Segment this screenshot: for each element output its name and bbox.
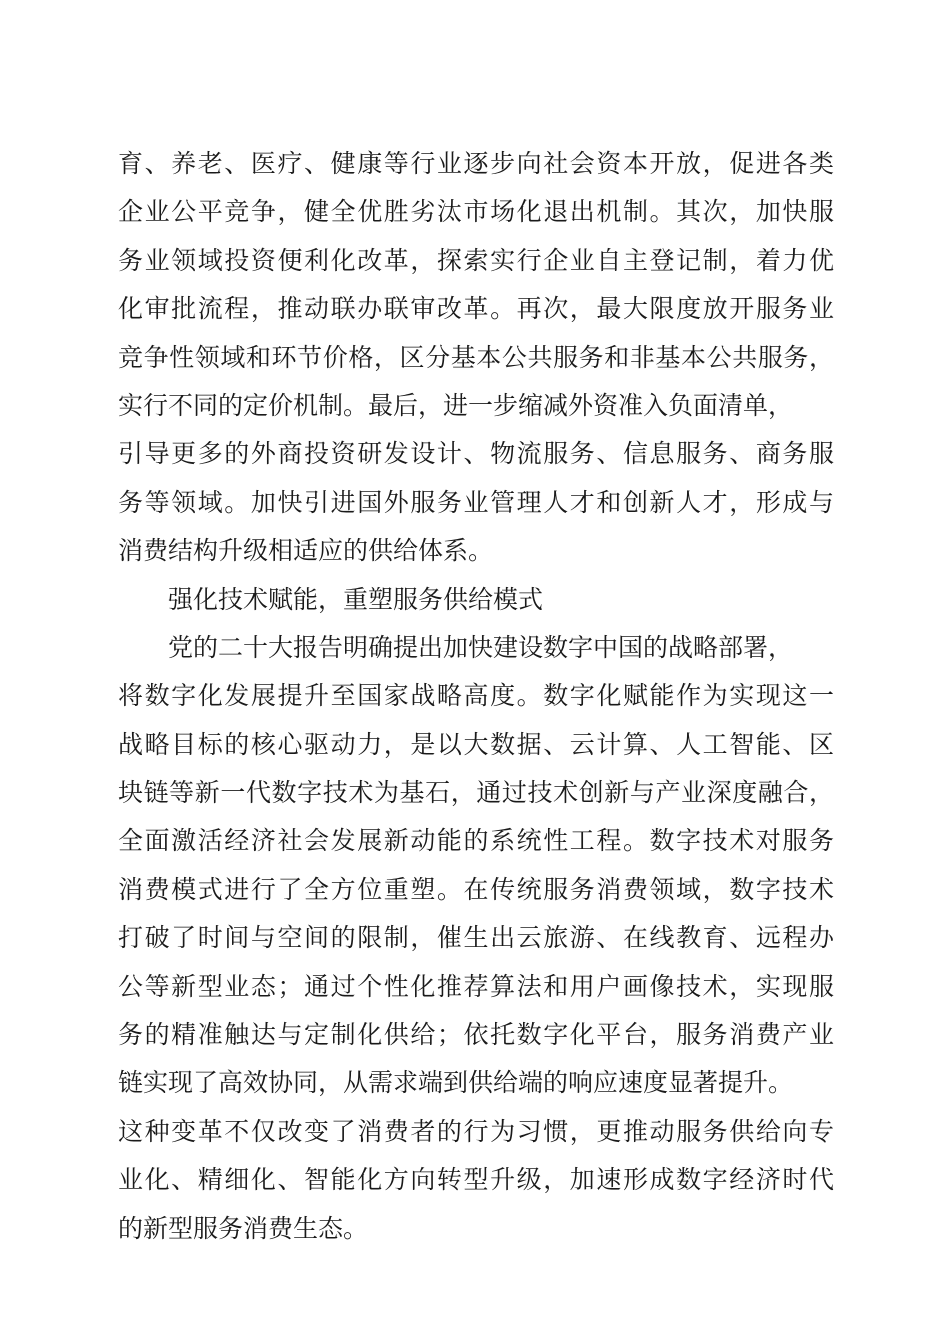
paragraph-line: 务等领域。加快引进国外服务业管理人才和创新人才，形成与 — [118, 487, 834, 517]
paragraph-line: 化审批流程，推动联办联审改革。再次，最大限度放开服务业 — [118, 294, 834, 324]
paragraph-line: 的新型服务消费生态。 — [118, 1213, 369, 1243]
section-heading — [118, 576, 834, 624]
section-heading-text: 强化技术赋能，重塑服务供给模式 — [168, 584, 544, 614]
paragraph-line: 公等新型业态；通过个性化推荐算法和用户画像技术，实现服 — [118, 971, 834, 1001]
paragraph-line: 全面激活经济社会发展新动能的系统性工程。数字技术对服务 — [118, 826, 834, 856]
paragraph-line: 企业公平竞争，健全优胜劣汰市场化退出机制。其次，加快服 — [118, 197, 834, 227]
paragraph-line: 这种变革不仅改变了消费者的行为习惯，更推动服务供给向专 — [118, 1116, 834, 1146]
paragraph-digital-empowerment — [118, 624, 834, 1253]
paragraph-line: 链实现了高效协同，从需求端到供给端的响应速度显著提升。 — [118, 1068, 794, 1098]
paragraph-line: 消费结构升级相适应的供给体系。 — [118, 536, 494, 566]
paragraph-line: 将数字化发展提升至国家战略高度。数字化赋能作为实现这一 — [118, 681, 834, 711]
paragraph-line: 实行不同的定价机制。最后，进一步缩减外资准入负面清单， — [118, 390, 794, 420]
paragraph-line: 党的二十大报告明确提出加快建设数字中国的战略部署， — [168, 632, 794, 662]
paragraph-line: 战略目标的核心驱动力，是以大数据、云计算、人工智能、区 — [118, 729, 834, 759]
paragraph-line: 竞争性领域和环节价格，区分基本公共服务和非基本公共服务， — [118, 342, 834, 372]
document-body — [118, 140, 834, 1253]
paragraph-line: 业化、精细化、智能化方向转型升级，加速形成数字经济时代 — [118, 1165, 834, 1195]
paragraph-line: 务业领域投资便利化改革，探索实行企业自主登记制，着力优 — [118, 245, 834, 275]
paragraph-line: 引导更多的外商投资研发设计、物流服务、信息服务、商务服 — [118, 439, 834, 469]
paragraph-line: 消费模式进行了全方位重塑。在传统服务消费领域，数字技术 — [118, 874, 834, 904]
paragraph-line: 务的精准触达与定制化供给；依托数字化平台，服务消费产业 — [118, 1020, 834, 1050]
paragraph-service-opening — [118, 140, 834, 576]
paragraph-line: 块链等新一代数字技术为基石，通过技术创新与产业深度融合， — [118, 778, 834, 808]
paragraph-line: 育、养老、医疗、健康等行业逐步向社会资本开放，促进各类 — [118, 149, 834, 178]
paragraph-line: 打破了时间与空间的限制，催生出云旅游、在线教育、远程办 — [118, 923, 834, 953]
